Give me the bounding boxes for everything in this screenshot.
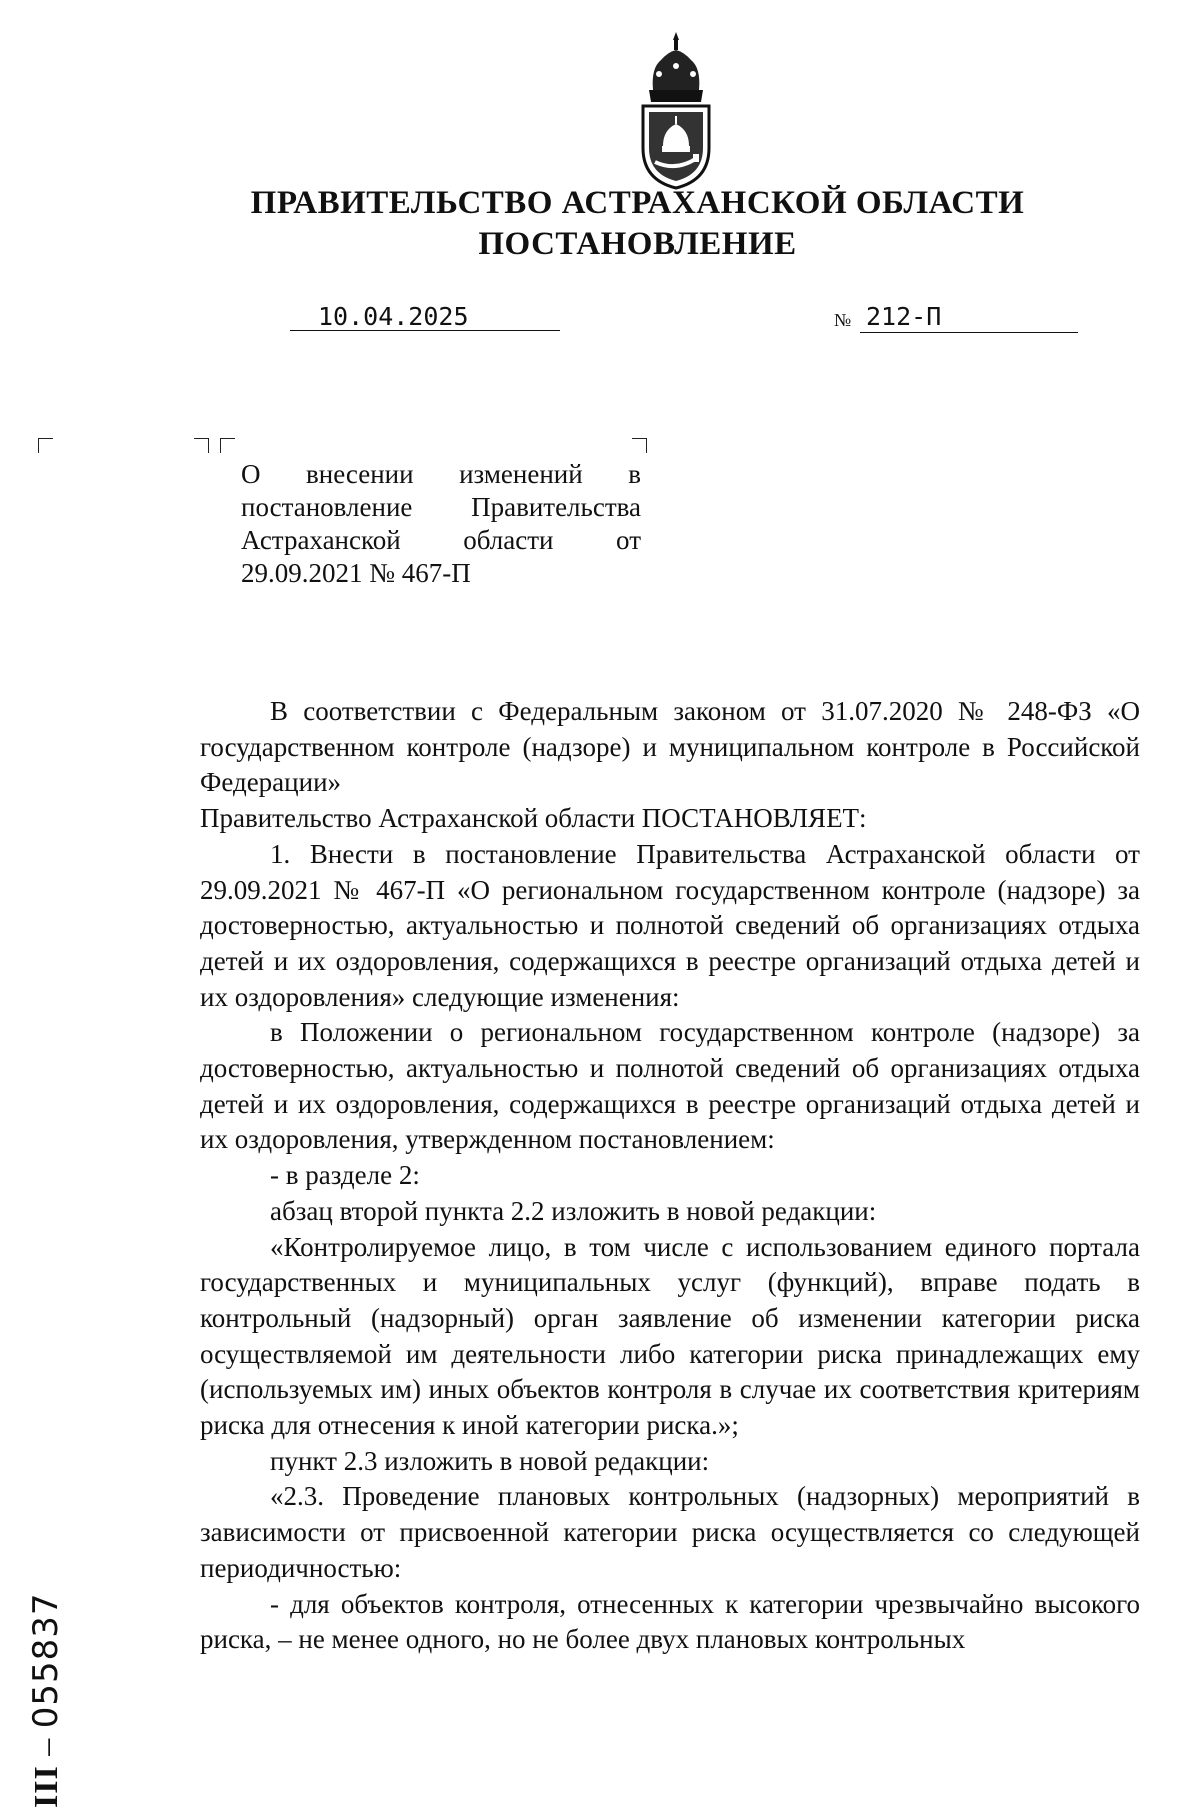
- corner-mark-subject-end: [632, 438, 647, 453]
- document-subject: О внесении изменений в постановление Правительства Астраханской области от 29.09.2021 № 467-П: [241, 459, 641, 588]
- body-paragraph: абзац второй пункта 2.2 изложить в новой редакции:: [270, 1195, 877, 1226]
- body-paragraph: «2.3. Проведение плановых контрольных (надзорных) мероприятий в зависимости от присвоенной категории риска осуществляется со следующей периодичностью:: [200, 1481, 1140, 1583]
- body-paragraph: «Контролируемое лицо, в том числе с использованием единого портала государственных и муниципальных услуг (функций), вправе подать в контрольный (надзорный) орган заявление об изменении категории риска осуществляемой им деятельности либо категории риска принадлежащих ему (используемых им) иных объектов контроля в случае их соответствия критериям риска для отнесения к иной категории риска.»;: [200, 1231, 1140, 1441]
- body-paragraph: Правительство Астраханской области ПОСТАНОВЛЯЕТ:: [200, 803, 867, 834]
- organization-title: ПРАВИТЕЛЬСТВО АСТРАХАНСКОЙ ОБЛАСТИ: [250, 185, 1025, 221]
- body-paragraph: 1. Внести в постановление Правительства Астраханской области от 29.09.2021 № 467-П «О региональном государственном контроле (надзоре) за достоверностью, актуальностью и полнотой сведений об организациях отдыха детей и их оздоровления, содержащихся в реестре организаций отдыха детей и их оздоровления» следующие изменения:: [200, 838, 1140, 1012]
- serial-number: 055837: [26, 1592, 66, 1729]
- serial-prefix: ІІІ: [28, 1765, 65, 1808]
- document-date: 10.04.2025: [318, 302, 469, 331]
- coat-of-arms-icon: [635, 30, 717, 190]
- corner-mark-subject-start-right: [194, 438, 209, 453]
- corner-mark-left: [38, 438, 53, 453]
- body-paragraph: в Положении о региональном государственном контроле (надзоре) за достоверностью, актуальностью и полнотой сведений об организациях отдыха детей и их оздоровления, содержащихся в реестре организаций отдыха детей и их оздоровления, утвержденном постановлением:: [200, 1017, 1140, 1155]
- number-sign: №: [834, 310, 852, 330]
- document-body: [200, 694, 1140, 1658]
- body-paragraph: - для объектов контроля, отнесенных к категории чрезвычайно высокого риска, – не менее одного, но не более двух плановых контрольных: [200, 1588, 1140, 1655]
- corner-mark-subject-start: [220, 438, 235, 453]
- document-number: 212-П: [866, 302, 942, 331]
- serial-dash: –: [28, 1728, 65, 1766]
- body-paragraph: В соответствии с Федеральным законом от 31.07.2020 № 248-ФЗ «О государственном контроле (надзоре) и муниципальном контроле в Российской Федерации»: [200, 696, 1140, 798]
- document-type-title: ПОСТАНОВЛЕНИЕ: [478, 226, 797, 262]
- body-paragraph: пункт 2.3 изложить в новой редакции:: [270, 1445, 710, 1476]
- side-serial-number: [26, 1458, 66, 1808]
- body-paragraph: - в разделе 2:: [270, 1160, 420, 1191]
- number-underline: [860, 332, 1078, 333]
- date-underline: [290, 330, 560, 331]
